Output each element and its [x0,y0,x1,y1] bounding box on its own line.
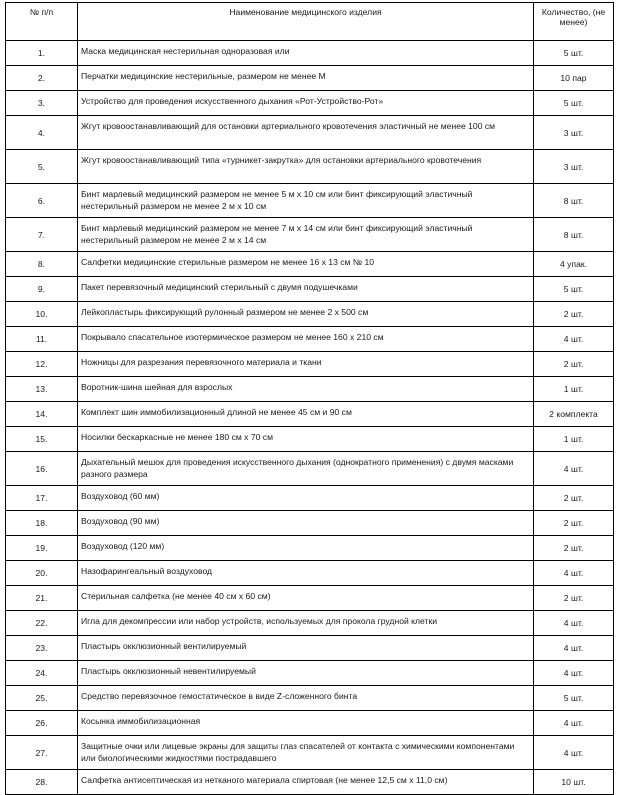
table-row [6,352,614,377]
row-name: Воздуховод (60 мм) [78,486,534,511]
table-row [6,686,614,711]
row-num: 11. [6,327,78,352]
row-name: Устройство для проведения искусственного дыхания «Рот-Устройство-Рот» [78,91,534,116]
table-row [6,252,614,277]
row-num: 15. [6,427,78,452]
row-num: 17. [6,486,78,511]
row-qty: 4 шт. [534,736,614,770]
row-name: Воздуховод (120 мм) [78,536,534,561]
row-qty: 5 шт. [534,686,614,711]
row-qty: 4 шт. [534,711,614,736]
table-row [6,402,614,427]
row-num: 7. [6,218,78,252]
row-name: Комплект шин иммобилизационный длиной не менее 45 см и 90 см [78,402,534,427]
row-qty: 4 шт. [534,452,614,486]
table-row [6,277,614,302]
row-name: Жгут кровоостанавливающий типа «турникет-закрутка» для остановки артериального кровотечения [78,150,534,184]
table-row [6,736,614,770]
row-name: Маска медицинская нестерильная одноразовая или [78,41,534,66]
row-name: Покрывало спасательное изотермическое размером не менее 160 х 210 см [78,327,534,352]
row-qty: 8 шт. [534,184,614,218]
row-qty: 4 шт. [534,661,614,686]
table-row [6,561,614,586]
row-num: 6. [6,184,78,218]
table-row [6,611,614,636]
row-name: Пластырь окклюзионный вентилируемый [78,636,534,661]
table-row [6,91,614,116]
row-name: Стерильная салфетка (не менее 40 см х 60 см) [78,586,534,611]
row-qty: 4 упак. [534,252,614,277]
table-row [6,218,614,252]
row-num: 10. [6,302,78,327]
table-row [6,770,614,795]
table-row [6,511,614,536]
row-name: Защитные очки или лицевые экраны для защиты глаз спасателей от контакта с химическими компонентами или биологическими жидкостями пострадавшего [78,736,534,770]
row-qty: 2 шт. [534,511,614,536]
row-qty: 1 шт. [534,377,614,402]
row-name: Игла для декомпрессии или набор устройств, используемых для прокола грудной клетки [78,611,534,636]
row-qty: 3 шт. [534,116,614,150]
row-name: Воротник-шина шейная для взрослых [78,377,534,402]
row-qty: 2 шт. [534,302,614,327]
row-qty: 10 шт. [534,770,614,795]
row-num: 2. [6,66,78,91]
row-name: Ножницы для разрезания перевязочного материала и ткани [78,352,534,377]
row-name: Салфетка антисептическая из нетканого материала спиртовая (не менее 12,5 см х 11,0 см) [78,770,534,795]
row-name: Носилки бескаркасные не менее 180 см х 70 см [78,427,534,452]
row-qty: 2 комплекта [534,402,614,427]
row-name: Воздуховод (90 мм) [78,511,534,536]
table-row [6,184,614,218]
row-num: 19. [6,536,78,561]
row-name: Средство перевязочное гемостатическое в виде Z-сложенного бинта [78,686,534,711]
table-row [6,661,614,686]
row-qty: 4 шт. [534,327,614,352]
row-qty: 4 шт. [534,611,614,636]
table-row [6,377,614,402]
row-qty: 10 пар [534,66,614,91]
table-row [6,116,614,150]
row-num: 25. [6,686,78,711]
row-num: 26. [6,711,78,736]
row-num: 22. [6,611,78,636]
row-num: 9. [6,277,78,302]
row-name: Перчатки медицинские нестерильные, размером не менее М [78,66,534,91]
row-qty: 5 шт. [534,277,614,302]
row-name: Назофарингеальный воздуховод [78,561,534,586]
row-num: 21. [6,586,78,611]
table-row [6,586,614,611]
row-qty: 2 шт. [534,586,614,611]
row-num: 18. [6,511,78,536]
row-num: 27. [6,736,78,770]
row-qty: 2 шт. [534,536,614,561]
header-name: Наименование медицинского изделия [78,3,534,41]
header-num: № п/п [6,3,78,41]
table-row [6,427,614,452]
row-num: 8. [6,252,78,277]
row-num: 24. [6,661,78,686]
row-num: 16. [6,452,78,486]
row-qty: 4 шт. [534,561,614,586]
row-name: Бинт марлевый медицинский размером не менее 5 м х 10 см или бинт фиксирующий эластичный нестерильный размером не менее 2 м х 10 см [78,184,534,218]
table-row [6,302,614,327]
row-name: Пакет перевязочный медицинский стерильный с двумя подушечками [78,277,534,302]
row-name: Жгут кровоостанавливающий для остановки артериального кровотечения эластичный не менее 100 см [78,116,534,150]
row-num: 20. [6,561,78,586]
row-name: Дыхательный мешок для проведения искусственного дыхания (однократного применения) с двумя масками разного размера [78,452,534,486]
medical-items-table [5,2,614,795]
row-name: Пластырь окклюзионный невентилируемый [78,661,534,686]
table-row [6,41,614,66]
table-row [6,66,614,91]
row-qty: 2 шт. [534,352,614,377]
row-num: 5. [6,150,78,184]
row-name: Бинт марлевый медицинский размером не менее 7 м х 14 см или бинт фиксирующий эластичный нестерильный размером не менее 2 м х 14 см [78,218,534,252]
row-qty: 5 шт. [534,91,614,116]
row-name: Салфетки медицинские стерильные размером не менее 16 х 13 см № 10 [78,252,534,277]
table-header-row [6,3,614,41]
table-row [6,150,614,184]
row-num: 14. [6,402,78,427]
table-row [6,536,614,561]
table-row [6,486,614,511]
row-qty: 3 шт. [534,150,614,184]
table-row [6,452,614,486]
row-qty: 2 шт. [534,486,614,511]
row-qty: 1 шт. [534,427,614,452]
row-num: 13. [6,377,78,402]
row-qty: 5 шт. [534,41,614,66]
row-num: 1. [6,41,78,66]
row-num: 23. [6,636,78,661]
table-row [6,327,614,352]
row-name: Косынка иммобилизационная [78,711,534,736]
row-qty: 8 шт. [534,218,614,252]
row-num: 12. [6,352,78,377]
row-num: 3. [6,91,78,116]
header-qty: Количество, (не менее) [534,3,614,41]
table-row [6,636,614,661]
row-qty: 4 шт. [534,636,614,661]
row-num: 28. [6,770,78,795]
row-num: 4. [6,116,78,150]
row-name: Лейкопластырь фиксирующий рулонный размером не менее 2 х 500 см [78,302,534,327]
table-row [6,711,614,736]
